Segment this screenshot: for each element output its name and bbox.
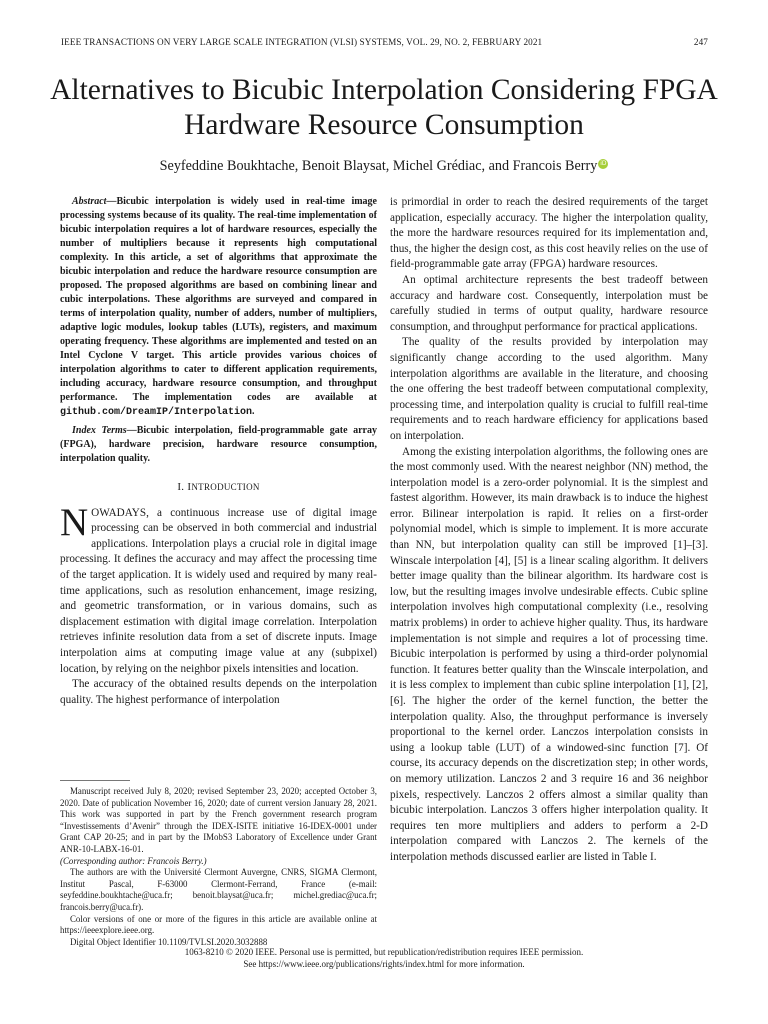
abstract — [60, 195, 377, 420]
drop-cap: N — [60, 500, 89, 544]
right-paragraph-1: is primordial in order to reach the desired requirements of the target application, especially accuracy. The higher the interpolation quality, the more the hardware resources required for its implementation and, thus, the higher the design cost, as this cost heavily relies on the use of field-programmable gate array (FPGA) hardware resources. — [390, 196, 708, 271]
section-title-rest: NTRODUCTION — [191, 482, 260, 492]
author-list — [40, 157, 728, 175]
index-terms — [60, 424, 377, 466]
copyright-line-2: See https://www.ieee.org/publications/rights/index.html for more information. — [243, 958, 525, 969]
right-paragraph-4: Among the existing interpolation algorithms, the following ones are the most commonly used. With the nearest neighbor (NN) method, the interpolation model is a zero-order polynomial. It is the simplest and fastest algorithm. However, its main drawback is to induce the highest error. Bilinear interpolation is rapid. It relies on a first-order polynomial model, which is simple to implement. It is more accurate than NN, but interpolation quality can still be improved [1]–[3]. Winscale interpolation [4], [5] is a linear scaling algorithm. It delivers better image quality than the bilinear algorithm. Its hardware cost is low, but the resulting images involve undesirable effects. Cubic spline interpolation involves high computational complexity (i.e., resolving matrix problems) in order to achieve higher quality. Thus, its hardware implementation is not simple and requires a lot of processing time. Bicubic interpolation is performed by using a third-order polynomial function. It features better quality than the Winscale interpolation, and it is less complex to implement than cubic spline interpolation [1], [2], [6]. The higher the order of the kernel function, the better the interpolation quality. Also, the throughput performance is inversely proportional to the kernel order. Lanczos interpolation consists in using a lookup table (LUT) of a windowed-sinc function [7]. Of course, its accuracy depends on the discretization step; in other words, on memory utilization. Lanczos 2 and 3 require 16 and 36 neighbor pixels, respectively. Lanczos 2 offers almost a similar quality than bicubic interpolation. Lanczos 3 offers higher interpolation quality. It requires ten more multipliers and adders to perform a 2-D interpolation compared with Lanczos 2. The kernels of the interpolation methods discussed earlier are listed in Table I. — [390, 445, 708, 863]
copyright-notice — [60, 947, 708, 970]
journal-name: IEEE TRANSACTIONS ON VERY LARGE SCALE INTEGRATION (VLSI) SYSTEMS, VOL. 29, NO. 2, FEBRUARY 2021 — [61, 37, 543, 47]
footnote-rule — [60, 780, 130, 781]
footnote-manuscript-text: Manuscript received July 8, 2020; revised September 23, 2020; accepted October 3, 2020. Date of publication November 16, 2020; date of current version January 28, 2021. This work was supported in part by the French government research program “Investissements d’Avenir” through the IDEX-ISITE initiative 16-IDEX-0001 under Grant CAP 20-25; and in part by the IMobS3 Laboratory of Excellence under Grant ANR-10-LABX-16-01. — [60, 786, 377, 854]
section-heading-introduction — [60, 480, 377, 496]
footnote-doi: Digital Object Identifier 10.1109/TVLSI.2020.3032888 — [70, 936, 268, 947]
footnote-affiliation: The authors are with the Université Clermont Auvergne, CNRS, SIGMA Clermont, Institut Pascal, F-63000 Clermont-Ferrand, France (e-mail: seyfeddine.boukhtache@uca.fr; benoit.blaysat@uca.fr; michel.grediac@uca.fr; francois.berry@uca.fr). — [60, 867, 377, 912]
index-terms-label: Index Terms— — [72, 425, 137, 436]
intro-paragraph-1 — [60, 500, 377, 678]
intro-paragraph-2: The accuracy of the obtained results depends on the interpolation quality. The highest performance of interpolation — [60, 678, 377, 706]
copyright-line-1: 1063-8210 © 2020 IEEE. Personal use is permitted, but republication/redistribution requires IEEE permission. — [184, 947, 584, 957]
left-column — [60, 195, 377, 708]
paper-title: Alternatives to Bicubic Interpolation Considering FPGA Hardware Resource Consumption — [50, 74, 718, 141]
corresponding-author: (Corresponding author: Francois Berry.) — [60, 855, 207, 866]
orcid-icon[interactable]: iD — [600, 160, 607, 167]
abstract-text: Bicubic interpolation is widely used in real-time image processing systems because of its quality. The real-time implementation of bicubic interpolation requires a lot of hardware resources, especially the number of multipliers because it represents high computational complexity. In this article, a set of algorithms that approximate the bicubic interpolation and reduce the hardware resource consumption are proposed. The proposed algorithms are based on combining linear and cubic interpolations. These algorithms are surveyed and compared in terms of interpolation quality, number of adders, number of multipliers, adaptive logic modules, lookup tables (LUTs), registers, and maximum operating frequency. These algorithms are implemented and tested on an Intel Cyclone V target. This article provides various choices of interpolation algorithms to cater to different application requirements, including accuracy, hardware resource consumption, and throughput performance. The implementation codes are available at — [60, 196, 377, 403]
author-names: Seyfeddine Boukhtache, Benoit Blaysat, Michel Grédiac, and Francois Berry — [159, 158, 598, 174]
page-number: 247 — [693, 37, 708, 47]
right-column — [390, 195, 708, 866]
footnotes — [60, 770, 377, 948]
abstract-end: . — [252, 406, 255, 417]
right-paragraph-2: An optimal architecture represents the best tradeoff between accuracy and hardware cost. Consequently, interpolation must be carefully studied in terms of output quality, hardware resource consumption, and throughput performance for practical applications. — [390, 273, 708, 333]
section-number: I. — [177, 481, 188, 493]
footnote-color: Color versions of one or more of the figures in this article are available online at https://ieeexplore.ieee.org. — [60, 913, 377, 936]
abstract-label: Abstract— — [72, 196, 117, 207]
running-head — [61, 37, 708, 51]
footnote-manuscript — [60, 786, 377, 867]
index-terms-text: Bicubic interpolation, field-programmable gate array (FPGA), hardware precision, hardware resource consumption, interpolation quality. — [60, 425, 377, 464]
intro-paragraph-1-text: OWADAYS, a continuous increase use of digital image processing can be observed in both commercial and industrial applications. Interpolation plays a crucial role in digital image processing. It defines the accuracy and may affect the processing time of the target application. It is widely used and required by many real-time applications, such as resolution enhancement, image resizing, and geometric transformation, or in various domains, such as displacement estimation with digital image correlation. Interpolation retrieves infinite resolution data from a set of discrete inputs. Image interpolation aims at computing image value at any (subpixel) location, by relying on the neighbor pixels intensities and location. — [60, 506, 377, 675]
section-first-letter: I — [187, 481, 192, 493]
right-paragraph-3: The quality of the results provided by interpolation may significantly change according to the used algorithm. Many interpolation algorithms are available in the literature, and choosing the one offering the best tradeoff between computational complexity, processing time, and interpolation quality is crucial to fulfill real-time requirements and to reach hardware efficiency for applications based on interpolation. — [390, 336, 708, 442]
code-link[interactable]: github.com/DreamIP/Interpolation — [60, 407, 253, 418]
